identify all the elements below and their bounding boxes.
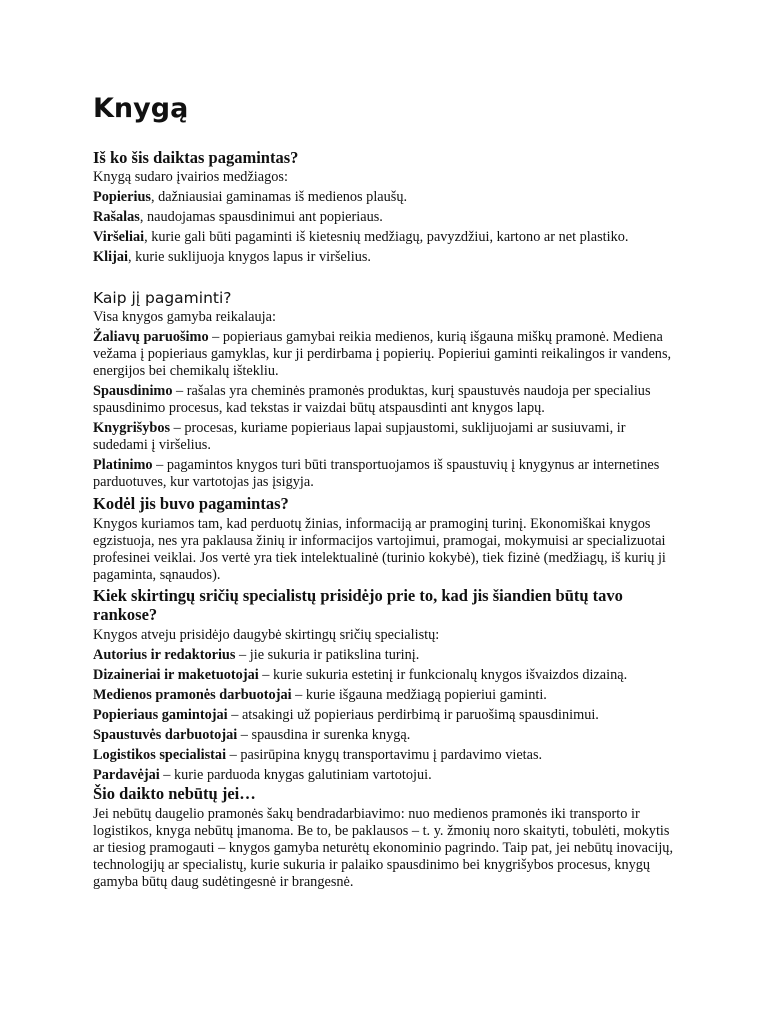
item-term: Viršeliai [93, 229, 145, 245]
item-term: Logistikos specialistai [93, 747, 227, 763]
list-item [93, 647, 683, 664]
item-text: – kurie išgauna medžiagą popieriui gaminti. [291, 687, 547, 703]
list-item [93, 667, 683, 684]
section-heading-conditions: Šio daikto nebūtų jei… [93, 784, 256, 803]
item-text: – popieriaus gamybai reikia medienos, kurią išgauna miškų pramonė. Mediena vežama į popieriaus gamyklas, kur ji perdirbama į popierių. Popieriui gaminti reikalingos ir vandens, energijos bei chemikalų ištekliu. [93, 329, 672, 379]
list-item [93, 457, 683, 491]
section-specialists [93, 586, 683, 784]
item-term: Dizaineriai ir maketuotojai [93, 667, 259, 683]
item-term: Pardavėjai [93, 767, 160, 783]
item-text: – kurie sukuria estetinį ir funkcionalų knygos išvaizdos dizainą. [258, 667, 628, 683]
item-term: Klijai [93, 249, 128, 265]
document-title: Knygą [93, 93, 189, 124]
item-term: Popieriaus gamintojai [93, 707, 228, 723]
item-term: Žaliavų paruošimo [93, 329, 209, 345]
section-heading-specialists: Kiek skirtingų sričių specialistų prisidėjo prie to, kad jis šiandien būtų tavo rankose? [93, 586, 623, 624]
list-item [93, 229, 683, 246]
item-text: – jie sukuria ir patikslina turinį. [235, 647, 420, 663]
section-materials [93, 148, 683, 266]
item-term: Autorius ir redaktorius [93, 647, 236, 663]
item-term: Platinimo [93, 457, 153, 473]
item-text: – atsakingi už popieriaus perdirbimą ir paruošimą spausdinimui. [227, 707, 599, 723]
item-text: – pagamintos knygos turi būti transportuojamos iš spaustuvių į knygynus ar internetines parduotuves, kur vartotojas jas įsigyja. [93, 457, 660, 490]
list-item [93, 209, 683, 226]
item-text: , dažniausiai gaminamas iš medienos plaušų. [150, 189, 408, 205]
item-text: , naudojamas spausdinimui ant popieriaus. [139, 209, 383, 225]
item-text: – spausdina ir surenka knygą. [237, 727, 411, 743]
item-text: – kurie parduoda knygas galutiniam vartotojui. [159, 767, 432, 783]
list-item [93, 767, 683, 784]
list-item [93, 707, 683, 724]
item-term: Spausdinimo [93, 383, 173, 399]
list-item [93, 420, 683, 454]
section-heading-materials: Iš ko šis daiktas pagamintas? [93, 148, 299, 167]
item-term: Spaustuvės darbuotojai [93, 727, 238, 743]
item-text: – pasirūpina knygų transportavimu į pardavimo vietas. [226, 747, 543, 763]
section-purpose [93, 494, 683, 584]
list-item [93, 249, 683, 266]
list-item [93, 383, 683, 417]
section-intro: Knygą sudaro įvairios medžiagos: [93, 169, 288, 185]
section-intro: Knygos atveju prisidėjo daugybė skirtingų sričių specialistų: [93, 627, 440, 643]
section-heading-purpose: Kodėl jis buvo pagamintas? [93, 494, 289, 513]
item-text: , kurie suklijuoja knygos lapus ir viršelius. [127, 249, 371, 265]
section-paragraph: Jei nebūtų daugelio pramonės šakų bendradarbiavimo: nuo medienos pramonės iki transporto ir logistikos, knyga nebūtų įmanoma. Be to, be paklausos – t. y. žmonių noro skaityti, tobulėti, mokytis ar tiesiog pramogauti – knygos gamyba neturėtų ekonominio pagrindo. Taip pat, jei nebūtų inovacijų, technologijų ar specialistų, kurie sukuria ir palaiko spausdinimo bei knygrišybos procesus, knygų gamyba būtų daug sudėtingesnė ir brangesnė. [93, 806, 674, 890]
section-heading-production: Kaip jį pagaminti? [93, 289, 232, 307]
list-item [93, 747, 683, 764]
section-intro: Visa knygos gamyba reikalauja: [93, 309, 276, 325]
list-item [93, 329, 683, 380]
list-item [93, 727, 683, 744]
list-item [93, 189, 683, 206]
item-term: Knygrišybos [93, 420, 171, 436]
item-text: – rašalas yra cheminės pramonės produktas, kurį spaustuvės naudoja per specialius spausdinimo procesus, kad tekstas ir vaizdai būtų atspausdinti ant knygos lapų. [93, 383, 651, 416]
item-term: Popierius [93, 189, 151, 205]
section-paragraph: Knygos kuriamos tam, kad perduotų žinias, informaciją ar pramoginį turinį. Ekonomiškai knygos egzistuoja, nes yra paklausa žinių ir informacijos vartojimui, pramogai, mokymuisi ar specializuotai profesinei veiklai. Jos vertė yra tiek intelektualinė (turinio kokybė), tiek fizinė (medžiagų, iš kurių ji pagaminta, sąnaudos). [93, 516, 666, 583]
item-text: , kurie gali būti pagaminti iš kietesnių medžiagų, pavyzdžiui, kartono ar net plastiko. [144, 229, 629, 245]
section-conditions [93, 784, 683, 891]
item-text: – procesas, kuriame popieriaus lapai supjaustomi, suklijuojami ar susiuvami, ir sudedami į viršelius. [93, 420, 626, 453]
list-item [93, 687, 683, 704]
item-term: Rašalas [93, 209, 140, 225]
item-term: Medienos pramonės darbuotojai [93, 687, 292, 703]
section-production [93, 288, 683, 491]
